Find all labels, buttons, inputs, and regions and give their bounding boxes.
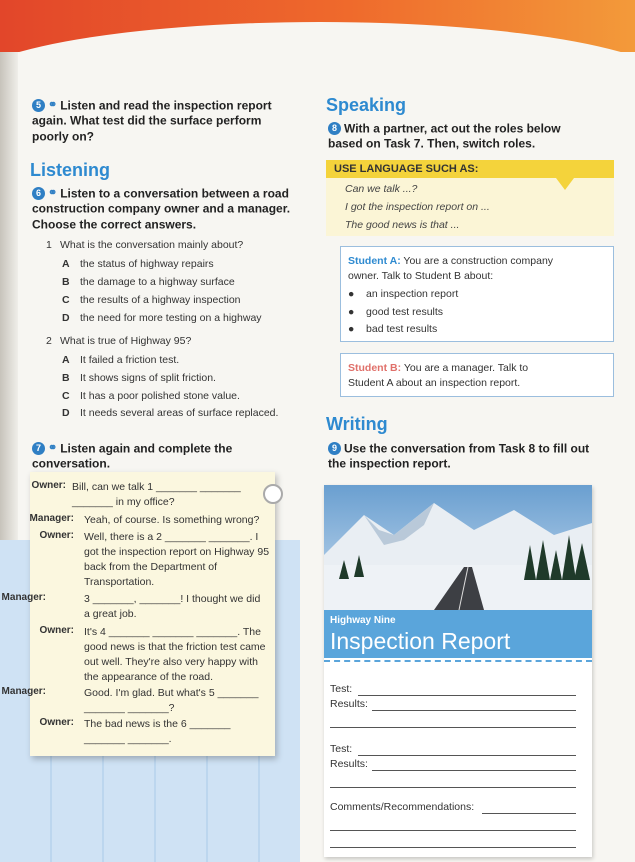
results-field[interactable] bbox=[372, 710, 576, 711]
conversation-line: Transportation. bbox=[84, 576, 155, 588]
report-title: Inspection Report bbox=[330, 628, 511, 654]
option[interactable]: A It failed a friction test. bbox=[62, 354, 180, 366]
audio-icon: ⚭ bbox=[48, 99, 58, 112]
option[interactable]: B It shows signs of split friction. bbox=[62, 372, 216, 384]
task-7 bbox=[32, 441, 292, 472]
comments-field[interactable] bbox=[330, 830, 576, 831]
conversation-line: a great job. bbox=[84, 608, 137, 620]
conversation-line: Yeah, of course. Is something wrong? bbox=[84, 514, 260, 526]
speaker-label: Owner: bbox=[31, 480, 66, 491]
task-5-text: Listen and read the inspection report again. What test did the surface perform poorly on? bbox=[32, 98, 272, 143]
conversation-line: The bad news is the 6 _______ bbox=[84, 718, 231, 730]
student-a-bullet: ● good test results bbox=[348, 306, 444, 318]
speaker-label: Manager: bbox=[1, 686, 46, 697]
option[interactable]: C It has a poor polished stone value. bbox=[62, 390, 240, 402]
pin-icon bbox=[263, 484, 283, 504]
use-language-item: Can we talk ...? bbox=[345, 183, 418, 195]
speaker-label: Manager: bbox=[29, 513, 74, 524]
speaker-label: Owner: bbox=[39, 625, 74, 636]
test-field[interactable] bbox=[358, 755, 576, 756]
task-number-badge: 7 bbox=[32, 442, 45, 455]
report-title-band bbox=[324, 610, 592, 658]
conversation-line: good news is that the friction test came bbox=[84, 641, 266, 653]
comments-field[interactable] bbox=[482, 813, 576, 814]
report-subtitle: Highway Nine bbox=[330, 615, 396, 626]
use-language-item: I got the inspection report on ... bbox=[345, 201, 490, 213]
student-a-bullet: ● bad test results bbox=[348, 323, 438, 335]
option[interactable]: B the damage to a highway surface bbox=[62, 276, 235, 288]
task-7-text: Listen again and complete the conversation. bbox=[32, 441, 233, 471]
conversation-line: Well, there is a 2 _______ _______. I bbox=[84, 531, 259, 543]
audio-icon: ⚭ bbox=[48, 442, 58, 455]
option[interactable]: A the status of highway repairs bbox=[62, 258, 214, 270]
option[interactable]: D the need for more testing on a highway bbox=[62, 312, 262, 324]
task-6 bbox=[32, 186, 292, 232]
student-b-text: Student A about an inspection report. bbox=[348, 377, 521, 389]
results-label: Results: bbox=[330, 698, 368, 710]
task-9-text: Use the conversation from Task 8 to fill out the inspection report. bbox=[328, 441, 590, 471]
listening-heading: Listening bbox=[30, 160, 110, 180]
conversation-line: _______ in my office? bbox=[72, 496, 175, 508]
conversation-line: _______ _______. bbox=[84, 733, 172, 745]
test-label: Test: bbox=[330, 683, 353, 695]
question-1: 1 What is the conversation mainly about? bbox=[46, 239, 244, 251]
task-6-text: Listen to a conversation between a road construction company owner and a manager. Choose the correct answers. bbox=[32, 186, 291, 231]
task-number-badge: 8 bbox=[328, 122, 341, 135]
results-field[interactable] bbox=[330, 727, 576, 728]
question-2: 2 What is true of Highway 95? bbox=[46, 335, 192, 347]
student-a-text: owner. Talk to Student B about: bbox=[348, 270, 494, 282]
conversation-line: 3 _______, _______! I thought we did bbox=[84, 593, 261, 605]
conversation-line: Bill, can we talk 1 _______ _______ bbox=[72, 481, 241, 493]
task-8-text: With a partner, act out the roles below based on Task 7. Then, switch roles. bbox=[328, 121, 561, 151]
results-field[interactable] bbox=[330, 787, 576, 788]
task-5 bbox=[32, 98, 292, 144]
speaker-label: Owner: bbox=[39, 530, 74, 541]
student-a-bullet: ● an inspection report bbox=[348, 288, 459, 300]
results-field[interactable] bbox=[372, 770, 576, 771]
conversation-line: got the inspection report on Highway 95 bbox=[84, 546, 270, 558]
test-field[interactable] bbox=[358, 695, 576, 696]
speaker-label: Manager: bbox=[1, 592, 46, 603]
use-language-header: USE LANGUAGE SUCH AS: bbox=[326, 160, 614, 178]
speaking-heading: Speaking bbox=[326, 95, 407, 115]
option[interactable]: D It needs several areas of surface replaced. bbox=[62, 407, 279, 419]
conversation-line: It's 4 _______ _______ _______. The bbox=[84, 626, 261, 638]
task-8 bbox=[328, 121, 598, 152]
divider bbox=[324, 660, 592, 662]
highway-photo bbox=[324, 485, 592, 610]
task-number-badge: 6 bbox=[32, 187, 45, 200]
conversation-line: _______ _______? bbox=[84, 702, 175, 714]
conversation-line: Good. I'm glad. But what's 5 _______ bbox=[84, 687, 259, 699]
student-b-text: Student B: You are a manager. Talk to bbox=[348, 362, 529, 374]
student-a-text: Student A: You are a construction company bbox=[348, 255, 554, 267]
comments-label: Comments/Recommendations: bbox=[330, 801, 475, 813]
writing-heading: Writing bbox=[326, 414, 388, 434]
use-language-item: The good news is that ... bbox=[345, 219, 460, 231]
task-number-badge: 5 bbox=[32, 99, 45, 112]
conversation-line: out well. They're also very happy with bbox=[84, 656, 258, 668]
task-9 bbox=[328, 441, 598, 472]
conversation-line: back from the Department of bbox=[84, 561, 218, 573]
inspection-report-form bbox=[324, 485, 592, 857]
task-number-badge: 9 bbox=[328, 442, 341, 455]
speaker-label: Owner: bbox=[39, 717, 74, 728]
test-label: Test: bbox=[330, 743, 353, 755]
comments-field[interactable] bbox=[330, 847, 576, 848]
audio-icon: ⚭ bbox=[48, 187, 58, 200]
conversation-line: the appearance of the road. bbox=[84, 671, 214, 683]
option[interactable]: C the results of a highway inspection bbox=[62, 294, 241, 306]
results-label: Results: bbox=[330, 758, 368, 770]
conversation-note bbox=[1, 472, 275, 756]
pointer-arrow-icon bbox=[556, 178, 574, 190]
